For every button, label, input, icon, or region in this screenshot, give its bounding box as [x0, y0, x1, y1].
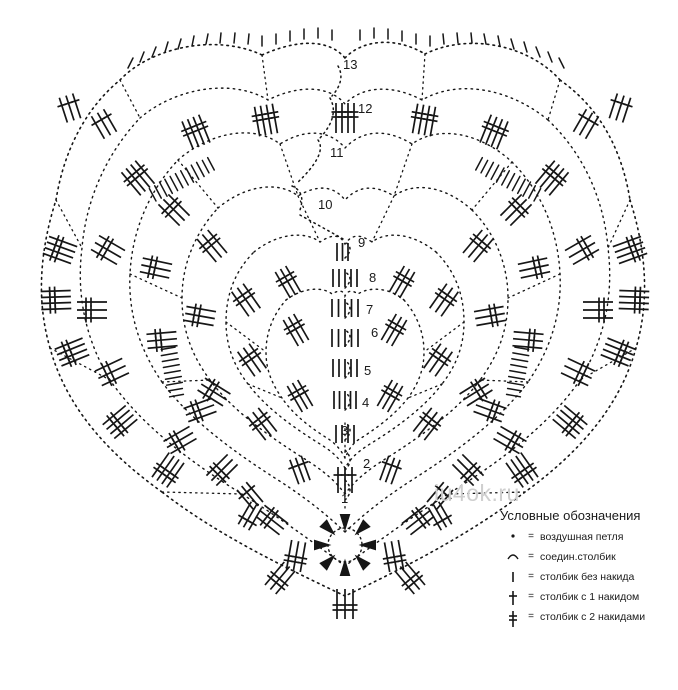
legend-label-0: воздушная петля — [540, 530, 624, 543]
row-number-9: 9 — [358, 235, 366, 250]
row-number-8: 8 — [369, 270, 377, 285]
legend-equals-1: = — [528, 551, 534, 562]
double-crochet-one-yo-icon — [500, 590, 526, 603]
row-number-11: 11 — [330, 145, 344, 160]
row-number-1: 1 — [341, 491, 349, 506]
row-number-10: 10 — [318, 197, 333, 212]
legend-label-3: столбик с 1 накидом — [540, 590, 640, 603]
legend-item-slip-stitch — [500, 550, 678, 563]
legend-item-single-crochet — [500, 570, 678, 583]
legend-label-2: столбик без накида — [540, 570, 635, 583]
row-number-3: 3 — [341, 423, 349, 438]
watermark: iu4ok.ru — [434, 480, 520, 506]
chain-stitch-dot-icon — [500, 530, 526, 543]
row-number-13: 13 — [343, 57, 358, 72]
legend-item-double-crochet — [500, 590, 678, 603]
legend — [500, 508, 678, 623]
row-number-5: 5 — [364, 363, 372, 378]
legend-label-4: столбик с 2 накидами — [540, 610, 646, 623]
legend-equals-3: = — [528, 591, 534, 602]
legend-equals-4: = — [528, 611, 534, 622]
legend-equals-2: = — [528, 571, 534, 582]
legend-label-1: соедин.столбик — [540, 550, 616, 563]
treble-crochet-two-yo-icon — [500, 610, 526, 623]
legend-item-treble-crochet — [500, 610, 678, 623]
slip-stitch-arc-icon — [500, 550, 526, 563]
row-number-7: 7 — [366, 302, 374, 317]
legend-title: Условные обозначения — [500, 508, 641, 523]
legend-equals-0: = — [528, 531, 534, 542]
row-number-6: 6 — [371, 325, 379, 340]
row-number-4: 4 — [362, 395, 370, 410]
row-number-12: 12 — [358, 101, 373, 116]
legend-item-chain-stitch — [500, 530, 678, 543]
row-number-2: 2 — [363, 456, 371, 471]
single-crochet-bar-icon — [500, 570, 526, 583]
